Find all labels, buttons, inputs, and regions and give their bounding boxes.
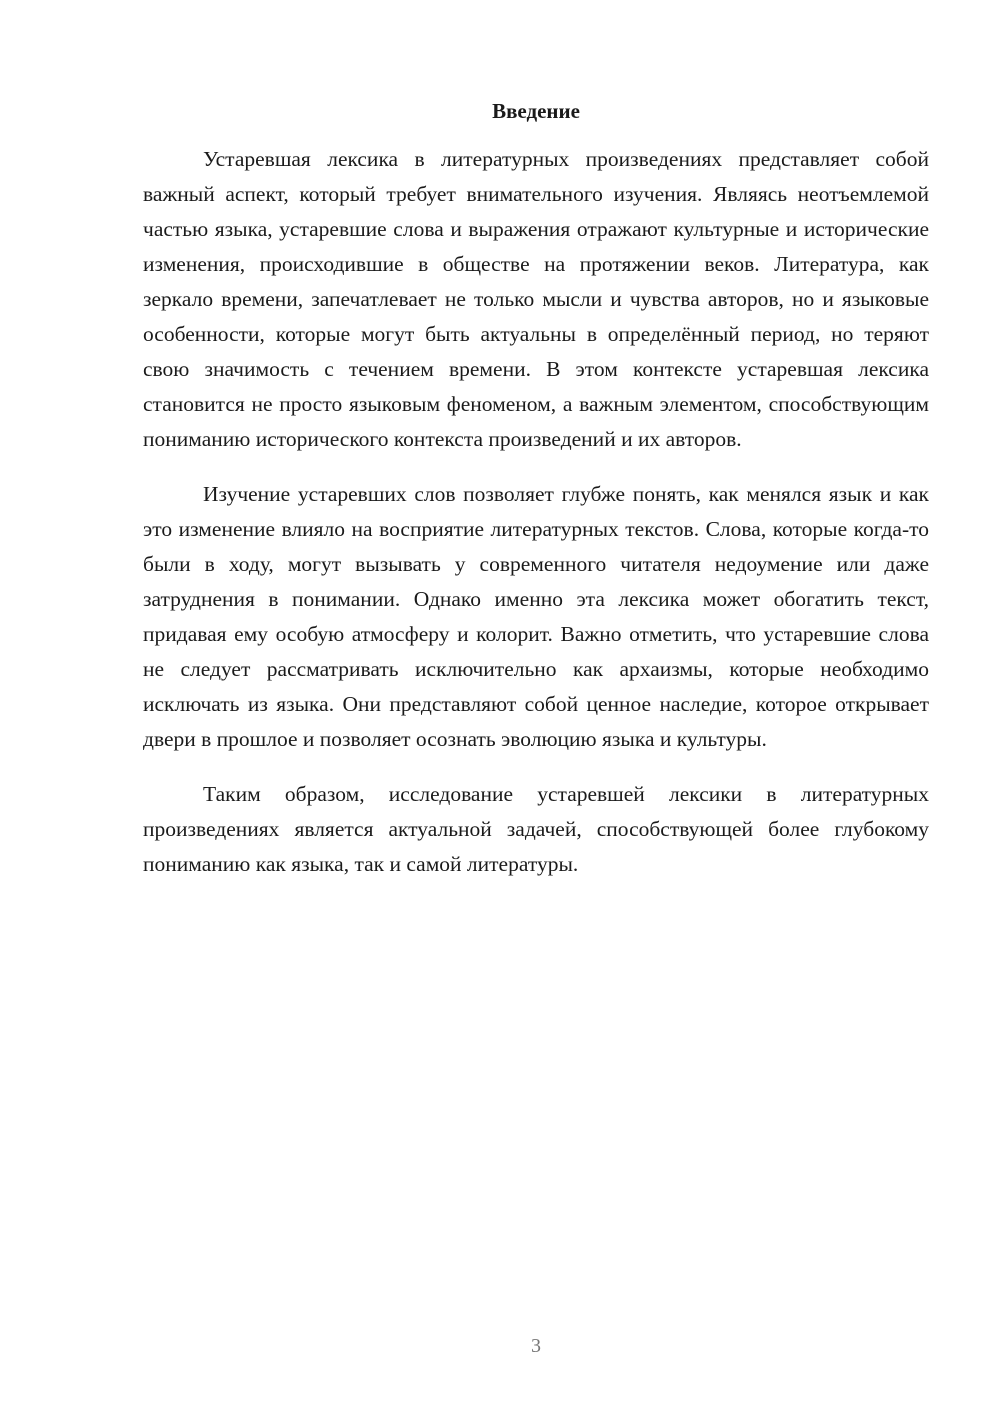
paragraph-2: Изучение устаревших слов позволяет глубже понять, как менялся язык и как это изменение влияло на восприятие литературных текстов. Слова, которые когда-то были в ходу, могут вызывать у современного читателя недоумение или даже затруднения в понимании. Однако именно эта лексика может обогатить текст, придавая ему особую атмосферу и колорит. Важно отметить, что устаревшие слова не следует рассматривать исключительно как архаизмы, которые необходимо исключать из языка. Они представляют собой ценное наследие, которое открывает двери в прошлое и позволяет осознать эволюцию языка и культуры. bbox=[143, 482, 929, 751]
paragraph-3: Таким образом, исследование устаревшей лексики в литературных произведениях является актуальной задачей, способствующей более глубокому пониманию как языка, так и самой литературы. bbox=[143, 782, 929, 876]
paragraph-1: Устаревшая лексика в литературных произведениях представляет собой важный аспект, который требует внимательного изучения. Являясь неотъемлемой частью языка, устаревшие слова и выражения отражают культурные и исторические изменения, происходившие в обществе на протяжении веков. Литература, как зеркало времени, запечатлевает не только мысли и чувства авторов, но и языковые особенности, которые могут быть актуальны в определённый период, но теряют свою значимость с течением времени. В этом контексте устаревшая лексика становится не просто языковым феноменом, а важным элементом, способствующим пониманию исторического контекста произведений и их авторов. bbox=[143, 147, 929, 451]
body-text bbox=[143, 142, 929, 902]
page-number: 3 bbox=[531, 1335, 541, 1357]
section-heading: Введение bbox=[492, 99, 580, 123]
